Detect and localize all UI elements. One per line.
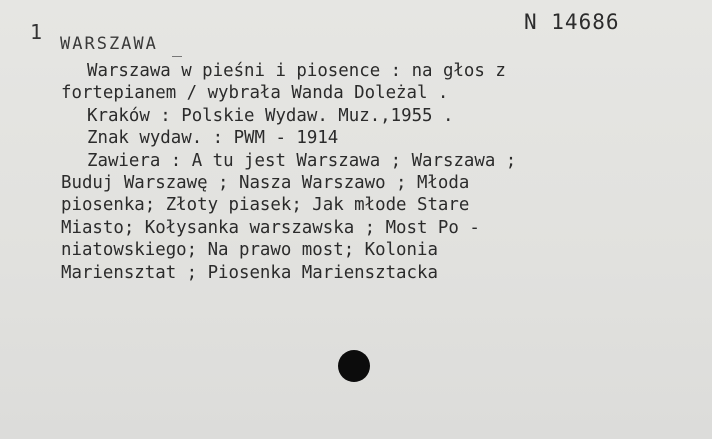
card-body xyxy=(61,60,701,284)
card-line-publisher: Kraków : Polskie Wydaw. Muz.,1955 . xyxy=(87,105,454,126)
card-heading: WARSZAWA xyxy=(60,34,158,54)
heading-dash xyxy=(172,56,182,57)
catalog-number: N 14686 xyxy=(524,10,620,34)
card-line-contents-3: piosenka; Złoty piasek; Jak młode Stare xyxy=(61,195,470,216)
card-line-contents-5: niatowskiego; Na prawo most; Kolonia xyxy=(61,240,438,261)
card-line-contents-2: Buduj Warszawę ; Nasza Warszawo ; Młoda xyxy=(61,173,470,194)
card-line-contents: Zawiera : A tu jest Warszawa ; Warszawa ; xyxy=(87,150,517,171)
card-line-title: Warszawa w pieśni i piosence : na głos z xyxy=(87,61,506,81)
corner-number: 1 xyxy=(30,20,43,44)
card-line-publisher-mark: Znak wydaw. : PWM - 1914 xyxy=(87,128,339,149)
punch-hole xyxy=(338,350,370,382)
card-line-contents-4: Miasto; Kołysanka warszawska ; Most Po - xyxy=(61,217,480,238)
card-line-arranger: fortepianem / wybrała Wanda Doleżal . xyxy=(61,83,449,104)
card-line-contents-6: Mariensztat ; Piosenka Mariensztacka xyxy=(61,262,438,283)
